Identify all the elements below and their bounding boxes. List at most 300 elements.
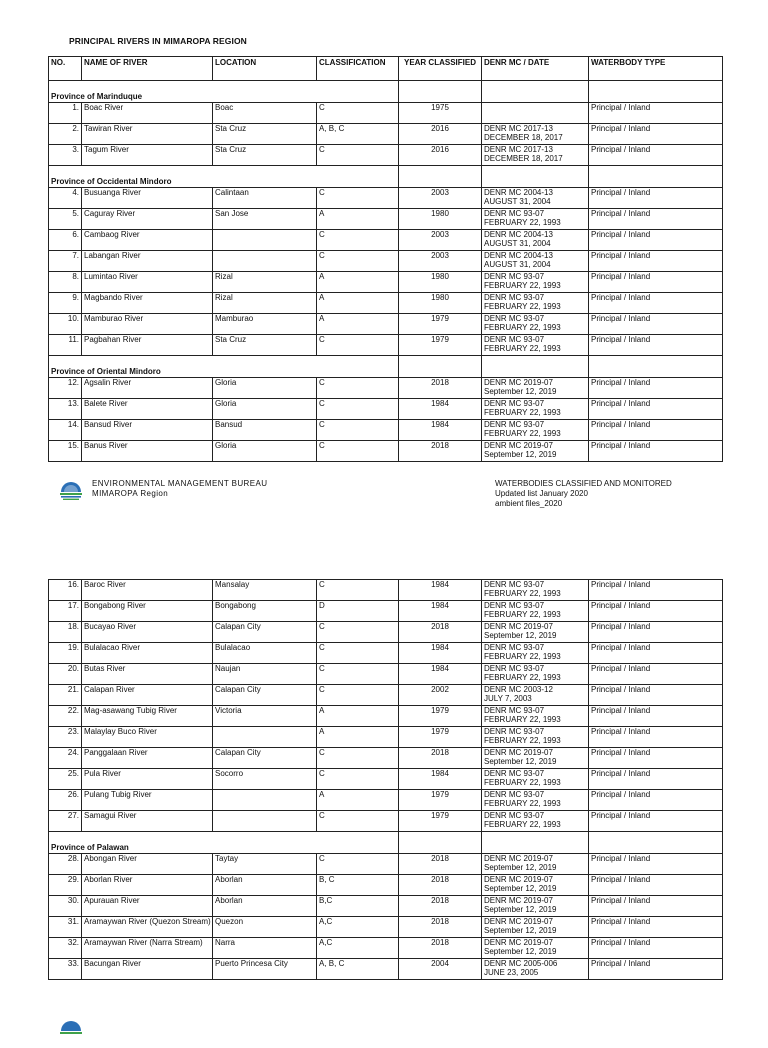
river-number: 17. <box>49 601 82 622</box>
empty-cell <box>589 166 723 188</box>
empty-cell <box>589 832 723 854</box>
denr-mc-number: DENR MC 2019-07 <box>484 441 553 450</box>
empty-cell <box>399 81 482 103</box>
denr-mc-date <box>482 399 589 420</box>
river-location: Victoria <box>213 706 317 727</box>
denr-mc-date <box>482 896 589 917</box>
denr-mc-date <box>482 854 589 875</box>
header-classification: CLASSIFICATION <box>317 57 399 81</box>
river-location: Sta Cruz <box>213 124 317 145</box>
waterbody-type: Principal / Inland <box>589 124 723 145</box>
waterbody-type: Principal / Inland <box>589 399 723 420</box>
river-classification: C <box>317 335 399 356</box>
waterbody-type: Principal / Inland <box>589 875 723 896</box>
river-classification: A <box>317 727 399 748</box>
river-name: Calapan River <box>82 685 213 706</box>
waterbody-type: Principal / Inland <box>589 230 723 251</box>
empty-cell <box>482 81 589 103</box>
year-classified: 2018 <box>399 917 482 938</box>
river-location: Mansalay <box>213 580 317 601</box>
river-row <box>49 601 723 622</box>
river-number: 27. <box>49 811 82 832</box>
waterbody-type: Principal / Inland <box>589 251 723 272</box>
river-name: Bacungan River <box>82 959 213 980</box>
year-classified: 2004 <box>399 959 482 980</box>
river-name: Bansud River <box>82 420 213 441</box>
denr-mc-date <box>482 335 589 356</box>
river-name: Aramaywan River (Narra Stream) <box>82 938 213 959</box>
year-classified: 1980 <box>399 272 482 293</box>
river-location <box>213 811 317 832</box>
denr-mc-date-line: FEBRUARY 22, 1993 <box>484 715 561 724</box>
river-location: Calintaan <box>213 188 317 209</box>
bureau-line-2: MIMAROPA Region <box>92 489 169 498</box>
river-location <box>213 790 317 811</box>
denr-mc-date-line: September 12, 2019 <box>484 450 557 459</box>
denr-mc-date-line: September 12, 2019 <box>484 631 557 640</box>
waterbody-type: Principal / Inland <box>589 769 723 790</box>
denr-mc-date <box>482 188 589 209</box>
denr-mc-date-line: September 12, 2019 <box>484 926 557 935</box>
denr-mc-date-line: FEBRUARY 22, 1993 <box>484 820 561 829</box>
denr-mc-date <box>482 875 589 896</box>
year-classified: 1984 <box>399 399 482 420</box>
waterbody-type: Principal / Inland <box>589 685 723 706</box>
denr-mc-date <box>482 145 589 166</box>
denr-mc-date-line: AUGUST 31, 2004 <box>484 260 551 269</box>
year-classified: 1979 <box>399 706 482 727</box>
waterbody-type: Principal / Inland <box>589 938 723 959</box>
river-classification: A <box>317 209 399 230</box>
river-name: Pagbahan River <box>82 335 213 356</box>
river-classification: C <box>317 643 399 664</box>
denr-mc-date <box>482 811 589 832</box>
denr-mc-date <box>482 769 589 790</box>
denr-mc-number: DENR MC 2019-07 <box>484 378 553 387</box>
denr-mc-number: DENR MC 2019-07 <box>484 854 553 863</box>
river-number: 23. <box>49 727 82 748</box>
denr-mc-date <box>482 685 589 706</box>
river-name: Busuanga River <box>82 188 213 209</box>
river-location: Mamburao <box>213 314 317 335</box>
river-number: 26. <box>49 790 82 811</box>
denr-mc-number: DENR MC 93-07 <box>484 293 545 302</box>
year-classified: 2018 <box>399 896 482 917</box>
river-number: 20. <box>49 664 82 685</box>
river-row <box>49 875 723 896</box>
river-row <box>49 938 723 959</box>
page-footer <box>58 477 698 509</box>
denr-mc-number: DENR MC 2003-12 <box>484 685 553 694</box>
denr-mc-date-line: September 12, 2019 <box>484 757 557 766</box>
denr-mc-date-line: FEBRUARY 22, 1993 <box>484 408 561 417</box>
denr-mc-number: DENR MC 2019-07 <box>484 917 553 926</box>
river-name: Aborlan River <box>82 875 213 896</box>
river-classification: C <box>317 580 399 601</box>
river-number: 28. <box>49 854 82 875</box>
denr-mc-date-line: FEBRUARY 22, 1993 <box>484 302 561 311</box>
river-name: Balete River <box>82 399 213 420</box>
river-classification: A,C <box>317 938 399 959</box>
denr-mc-date-line: FEBRUARY 22, 1993 <box>484 429 561 438</box>
river-row <box>49 790 723 811</box>
denr-mc-date-line: September 12, 2019 <box>484 863 557 872</box>
province-name: Province of Marinduque <box>49 81 399 103</box>
denr-mc-date-line: AUGUST 31, 2004 <box>484 197 551 206</box>
river-classification: C <box>317 188 399 209</box>
river-row <box>49 622 723 643</box>
river-number: 25. <box>49 769 82 790</box>
river-location: Gloria <box>213 399 317 420</box>
river-classification: C <box>317 103 399 124</box>
year-classified: 2018 <box>399 875 482 896</box>
year-classified: 1979 <box>399 314 482 335</box>
year-classified: 2002 <box>399 685 482 706</box>
river-row <box>49 335 723 356</box>
denr-mc-number: DENR MC 2019-07 <box>484 875 553 884</box>
denr-mc-number: DENR MC 2005-006 <box>484 959 558 968</box>
river-name: Banus River <box>82 441 213 462</box>
year-classified: 2018 <box>399 441 482 462</box>
empty-cell <box>482 832 589 854</box>
denr-mc-date-line: JUNE 23, 2005 <box>484 968 539 977</box>
river-number: 7. <box>49 251 82 272</box>
year-classified: 1975 <box>399 103 482 124</box>
river-classification: A, B, C <box>317 959 399 980</box>
river-location: Sta Cruz <box>213 335 317 356</box>
river-location: Taytay <box>213 854 317 875</box>
denr-mc-date-line: FEBRUARY 22, 1993 <box>484 652 561 661</box>
river-name: Aramaywan River (Quezon Stream) <box>82 917 213 938</box>
denr-mc-number: DENR MC 2004-13 <box>484 188 553 197</box>
year-classified: 2003 <box>399 188 482 209</box>
denr-mc-date-line: FEBRUARY 22, 1993 <box>484 736 561 745</box>
year-classified: 1980 <box>399 209 482 230</box>
river-classification: B,C <box>317 896 399 917</box>
river-classification: A <box>317 293 399 314</box>
river-classification: A, B, C <box>317 124 399 145</box>
bureau-line-1: ENVIRONMENTAL MANAGEMENT BUREAU <box>92 479 268 488</box>
denr-mc-date <box>482 293 589 314</box>
waterbody-type: Principal / Inland <box>589 209 723 230</box>
river-name: Pulang Tubig River <box>82 790 213 811</box>
denr-mc-number: DENR MC 2017-13 <box>484 145 553 154</box>
river-row <box>49 209 723 230</box>
river-name: Abongan River <box>82 854 213 875</box>
waterbody-type: Principal / Inland <box>589 378 723 399</box>
river-number: 19. <box>49 643 82 664</box>
denr-mc-number: DENR MC 93-07 <box>484 706 545 715</box>
river-name: Panggalaan River <box>82 748 213 769</box>
river-location: Puerto Princesa City <box>213 959 317 980</box>
waterbody-type: Principal / Inland <box>589 272 723 293</box>
empty-cell <box>399 356 482 378</box>
denr-mc-date-line: AUGUST 31, 2004 <box>484 239 551 248</box>
river-location <box>213 727 317 748</box>
emb-logo-icon <box>58 477 84 503</box>
river-name: Bucayao River <box>82 622 213 643</box>
year-classified: 1984 <box>399 601 482 622</box>
province-row <box>49 832 723 854</box>
river-row <box>49 378 723 399</box>
river-number: 12. <box>49 378 82 399</box>
waterbody-type: Principal / Inland <box>589 420 723 441</box>
denr-mc-number: DENR MC 93-07 <box>484 664 545 673</box>
river-name: Tawiran River <box>82 124 213 145</box>
river-row <box>49 811 723 832</box>
river-location: Gloria <box>213 378 317 399</box>
waterbody-type: Principal / Inland <box>589 917 723 938</box>
river-classification: C <box>317 769 399 790</box>
denr-mc-number: DENR MC 2017-13 <box>484 124 553 133</box>
river-name: Agsalin River <box>82 378 213 399</box>
year-classified: 2018 <box>399 748 482 769</box>
river-number: 11. <box>49 335 82 356</box>
waterbody-type: Principal / Inland <box>589 103 723 124</box>
river-row <box>49 917 723 938</box>
denr-mc-number: DENR MC 93-07 <box>484 420 545 429</box>
header-denr: DENR MC / DATE <box>482 57 589 81</box>
denr-mc-number: DENR MC 93-07 <box>484 643 545 652</box>
river-name: Apurauan River <box>82 896 213 917</box>
table-body-page-1 <box>49 81 723 462</box>
river-classification: C <box>317 230 399 251</box>
river-row <box>49 124 723 145</box>
river-number: 13. <box>49 399 82 420</box>
river-number: 29. <box>49 875 82 896</box>
denr-mc-number: DENR MC 2019-07 <box>484 896 553 905</box>
denr-mc-date-line: DECEMBER 18, 2017 <box>484 154 563 163</box>
denr-mc-number: DENR MC 93-07 <box>484 314 545 323</box>
header-name: NAME OF RIVER <box>82 57 213 81</box>
river-row <box>49 748 723 769</box>
river-name: Caguray River <box>82 209 213 230</box>
denr-mc-number: DENR MC 2019-07 <box>484 748 553 757</box>
river-row <box>49 685 723 706</box>
river-name: Cambaog River <box>82 230 213 251</box>
river-location: Rizal <box>213 293 317 314</box>
denr-mc-date <box>482 643 589 664</box>
denr-mc-date-line: FEBRUARY 22, 1993 <box>484 218 561 227</box>
waterbody-type: Principal / Inland <box>589 811 723 832</box>
river-name: Mamburao River <box>82 314 213 335</box>
year-classified: 1980 <box>399 293 482 314</box>
river-name: Labangan River <box>82 251 213 272</box>
river-number: 33. <box>49 959 82 980</box>
year-classified: 1984 <box>399 664 482 685</box>
river-classification: C <box>317 685 399 706</box>
denr-mc-date-line: September 12, 2019 <box>484 905 557 914</box>
year-classified: 1979 <box>399 790 482 811</box>
waterbody-type: Principal / Inland <box>589 643 723 664</box>
river-location: Quezon <box>213 917 317 938</box>
document-title: PRINCIPAL RIVERS IN MIMAROPA REGION <box>69 36 247 46</box>
empty-cell <box>399 832 482 854</box>
river-name: Mag-asawang Tubig River <box>82 706 213 727</box>
river-number: 5. <box>49 209 82 230</box>
river-classification: C <box>317 251 399 272</box>
empty-cell <box>482 356 589 378</box>
bureau-name <box>92 479 267 499</box>
river-row <box>49 314 723 335</box>
river-row <box>49 706 723 727</box>
river-number: 31. <box>49 917 82 938</box>
denr-mc-date <box>482 917 589 938</box>
river-classification: C <box>317 378 399 399</box>
denr-mc-number: DENR MC 2004-13 <box>484 251 553 260</box>
province-row <box>49 356 723 378</box>
year-classified: 2018 <box>399 938 482 959</box>
header-year: YEAR CLASSIFIED <box>399 57 482 81</box>
river-row <box>49 959 723 980</box>
river-classification: A <box>317 314 399 335</box>
denr-mc-number: DENR MC 93-07 <box>484 399 545 408</box>
denr-mc-number: DENR MC 2004-13 <box>484 230 553 239</box>
empty-cell <box>589 81 723 103</box>
river-classification: C <box>317 399 399 420</box>
header-type: WATERBODY TYPE <box>589 57 723 81</box>
river-name: Baroc River <box>82 580 213 601</box>
river-name: Bongabong River <box>82 601 213 622</box>
river-location: Sta Cruz <box>213 145 317 166</box>
river-name: Samagui River <box>82 811 213 832</box>
river-row <box>49 188 723 209</box>
denr-mc-date-line: JULY 7, 2003 <box>484 694 532 703</box>
river-number: 24. <box>49 748 82 769</box>
waterbody-type: Principal / Inland <box>589 335 723 356</box>
denr-mc-date-line: FEBRUARY 22, 1993 <box>484 323 561 332</box>
river-row <box>49 896 723 917</box>
denr-mc-date <box>482 706 589 727</box>
year-classified: 1984 <box>399 420 482 441</box>
river-location: Rizal <box>213 272 317 293</box>
denr-mc-date-line: DECEMBER 18, 2017 <box>484 133 563 142</box>
province-name: Province of Palawan <box>49 832 399 854</box>
denr-mc-date-line: FEBRUARY 22, 1993 <box>484 799 561 808</box>
denr-mc-date <box>482 209 589 230</box>
river-classification: C <box>317 664 399 685</box>
river-row <box>49 103 723 124</box>
denr-mc-date <box>482 124 589 145</box>
river-location: Bulalacao <box>213 643 317 664</box>
monitoring-note-line-2: Updated list January 2020 <box>495 489 588 498</box>
denr-mc-number: DENR MC 93-07 <box>484 811 545 820</box>
monitoring-note-line-3: ambient files_2020 <box>495 499 563 508</box>
monitoring-note <box>495 479 672 509</box>
denr-mc-date <box>482 727 589 748</box>
denr-mc-date <box>482 938 589 959</box>
denr-mc-date <box>482 441 589 462</box>
waterbody-type: Principal / Inland <box>589 959 723 980</box>
waterbody-type: Principal / Inland <box>589 896 723 917</box>
denr-mc-number: DENR MC 93-07 <box>484 769 545 778</box>
river-row <box>49 145 723 166</box>
waterbody-type: Principal / Inland <box>589 854 723 875</box>
river-number: 3. <box>49 145 82 166</box>
province-name: Province of Oriental Mindoro <box>49 356 399 378</box>
empty-cell <box>399 166 482 188</box>
year-classified: 1984 <box>399 643 482 664</box>
denr-mc-number: DENR MC 93-07 <box>484 601 545 610</box>
year-classified: 1979 <box>399 811 482 832</box>
river-location <box>213 230 317 251</box>
denr-mc-date <box>482 314 589 335</box>
river-classification: C <box>317 420 399 441</box>
header-location: LOCATION <box>213 57 317 81</box>
denr-mc-date-line: FEBRUARY 22, 1993 <box>484 778 561 787</box>
river-location: Calapan City <box>213 622 317 643</box>
river-row <box>49 664 723 685</box>
denr-mc-date <box>482 420 589 441</box>
emb-logo-icon <box>58 1016 84 1042</box>
river-name: Pula River <box>82 769 213 790</box>
river-location <box>213 251 317 272</box>
river-row <box>49 769 723 790</box>
river-number: 16. <box>49 580 82 601</box>
year-classified: 1979 <box>399 727 482 748</box>
denr-mc-date-line: FEBRUARY 22, 1993 <box>484 344 561 353</box>
river-location: Gloria <box>213 441 317 462</box>
denr-mc-date <box>482 622 589 643</box>
waterbody-type: Principal / Inland <box>589 580 723 601</box>
river-number: 22. <box>49 706 82 727</box>
river-classification: C <box>317 811 399 832</box>
waterbody-type: Principal / Inland <box>589 188 723 209</box>
denr-mc-number: DENR MC 93-07 <box>484 335 545 344</box>
river-row <box>49 854 723 875</box>
empty-cell <box>482 166 589 188</box>
rivers-table-page-2 <box>48 579 723 980</box>
rivers-table-page-1 <box>48 56 723 462</box>
denr-mc-date-line: FEBRUARY 22, 1993 <box>484 673 561 682</box>
river-classification: B, C <box>317 875 399 896</box>
denr-mc-date <box>482 103 589 124</box>
river-number: 1. <box>49 103 82 124</box>
waterbody-type: Principal / Inland <box>589 622 723 643</box>
river-number: 10. <box>49 314 82 335</box>
river-number: 21. <box>49 685 82 706</box>
denr-mc-number: DENR MC 93-07 <box>484 790 545 799</box>
province-row <box>49 81 723 103</box>
river-number: 30. <box>49 896 82 917</box>
waterbody-type: Principal / Inland <box>589 293 723 314</box>
denr-mc-date-line: FEBRUARY 22, 1993 <box>484 589 561 598</box>
year-classified: 2016 <box>399 124 482 145</box>
page-footer-cropped <box>58 1016 698 1048</box>
denr-mc-date-line: FEBRUARY 22, 1993 <box>484 610 561 619</box>
river-name: Boac River <box>82 103 213 124</box>
denr-mc-number: DENR MC 93-07 <box>484 209 545 218</box>
year-classified: 2018 <box>399 378 482 399</box>
river-row <box>49 643 723 664</box>
river-name: Tagum River <box>82 145 213 166</box>
river-classification: C <box>317 145 399 166</box>
denr-mc-date <box>482 272 589 293</box>
river-classification: C <box>317 441 399 462</box>
year-classified: 2018 <box>399 622 482 643</box>
denr-mc-date <box>482 790 589 811</box>
river-location: Socorro <box>213 769 317 790</box>
river-location: Naujan <box>213 664 317 685</box>
denr-mc-number: DENR MC 93-07 <box>484 272 545 281</box>
waterbody-type: Principal / Inland <box>589 314 723 335</box>
waterbody-type: Principal / Inland <box>589 441 723 462</box>
waterbody-type: Principal / Inland <box>589 748 723 769</box>
river-location: Aborlan <box>213 875 317 896</box>
river-number: 2. <box>49 124 82 145</box>
river-name: Butas River <box>82 664 213 685</box>
river-classification: C <box>317 854 399 875</box>
